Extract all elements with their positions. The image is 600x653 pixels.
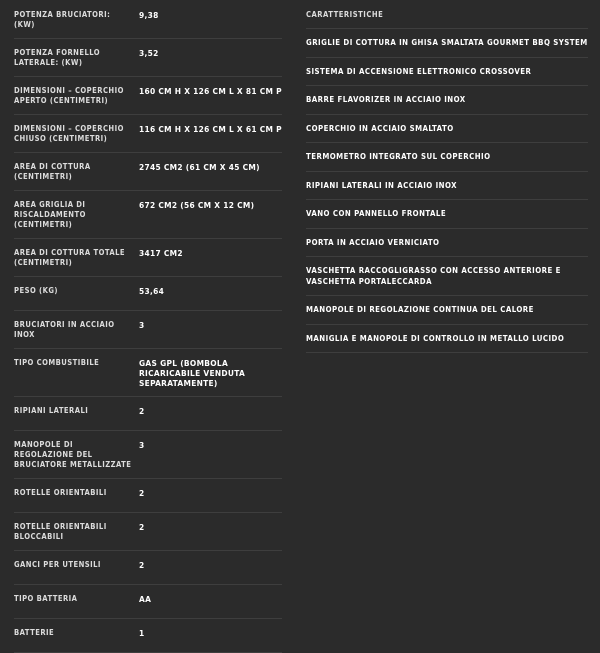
spec-row <box>14 6 282 39</box>
feature-item: MANOPOLE DI REGOLAZIONE CONTINUA DEL CALORE <box>306 296 588 325</box>
feature-item: GRIGLIE DI COTTURA IN GHISA SMALTATA GOURMET BBQ SYSTEM <box>306 29 588 58</box>
spec-row <box>14 77 282 115</box>
spec-value: 160 CM H X 126 CM L X 81 CM P <box>139 86 282 96</box>
feature-item: MANIGLIA E MANOPOLE DI CONTROLLO IN METALLO LUCIDO <box>306 325 588 354</box>
spec-label: AREA GRIGLIA DI RISCALDAMENTO (CENTIMETRI) <box>14 200 86 229</box>
spec-label: AREA DI COTTURA (CENTIMETRI) <box>14 162 91 181</box>
spec-row <box>14 431 282 479</box>
spec-row <box>14 479 282 513</box>
spec-row <box>14 513 282 551</box>
spec-row <box>14 191 282 239</box>
spec-row <box>14 551 282 585</box>
spec-label: POTENZA BRUCIATORI: (KW) <box>14 10 111 29</box>
spec-row <box>14 397 282 431</box>
spec-label: ROTELLE ORIENTABILI <box>14 488 107 497</box>
spec-row <box>14 349 282 397</box>
spec-label: ROTELLE ORIENTABILI BLOCCABILI <box>14 522 107 541</box>
spec-value: 2 <box>139 488 145 498</box>
feature-item: BARRE FLAVORIZER IN ACCIAIO INOX <box>306 86 588 115</box>
spec-value: 2 <box>139 406 145 416</box>
spec-value: 1 <box>139 628 145 638</box>
spec-value: 2 <box>139 522 145 532</box>
spec-value: 116 CM H X 126 CM L X 61 CM P <box>139 124 282 134</box>
spec-value: 9,38 <box>139 10 159 20</box>
spec-label: MANOPOLE DI REGOLAZIONE DEL BRUCIATORE METALLIZZATE <box>14 440 132 469</box>
spec-value: 3 <box>139 440 145 450</box>
spec-label: DIMENSIONI – COPERCHIO CHIUSO (CENTIMETRI) <box>14 124 124 143</box>
feature-item: SISTEMA DI ACCENSIONE ELETTRONICO CROSSOVER <box>306 58 588 87</box>
spec-value: 2745 CM2 (61 CM X 45 CM) <box>139 162 260 172</box>
spec-value: 2 <box>139 560 145 570</box>
features-list <box>306 29 588 353</box>
spec-row <box>14 153 282 191</box>
spec-value: GAS GPL (BOMBOLA RICARICABILE VENDUTA SEPARATAMENTE) <box>139 358 246 388</box>
feature-item: VASCHETTA RACCOGLIGRASSO CON ACCESSO ANTERIORE E VASCHETTA PORTALECCARDA <box>306 257 588 296</box>
feature-item: VANO CON PANNELLO FRONTALE <box>306 200 588 229</box>
spec-label: TIPO BATTERIA <box>14 594 78 603</box>
spec-row <box>14 619 282 653</box>
feature-item: COPERCHIO IN ACCIAIO SMALTATO <box>306 115 588 144</box>
spec-label: POTENZA FORNELLO LATERALE: (KW) <box>14 48 101 67</box>
spec-row <box>14 277 282 311</box>
spec-row <box>14 311 282 349</box>
spec-label: BRUCIATORI IN ACCIAIO INOX <box>14 320 115 339</box>
spec-value: 3 <box>139 320 145 330</box>
spec-row <box>14 115 282 153</box>
spec-value: 53,64 <box>139 286 165 296</box>
spec-label: RIPIANI LATERALI <box>14 406 89 415</box>
spec-label: DIMENSIONI – COPERCHIO APERTO (CENTIMETRI) <box>14 86 124 105</box>
spec-label: GANCI PER UTENSILI <box>14 560 101 569</box>
spec-value: AA <box>139 594 152 604</box>
spec-row <box>14 585 282 619</box>
spec-row <box>14 39 282 77</box>
specifications-table <box>14 6 282 653</box>
features-title: CARATTERISTICHE <box>306 6 588 29</box>
spec-label: PESO (KG) <box>14 286 58 295</box>
specifications-column <box>0 6 292 638</box>
spec-row <box>14 239 282 277</box>
features-column <box>292 6 600 631</box>
spec-label: BATTERIE <box>14 628 55 637</box>
feature-item: TERMOMETRO INTEGRATO SUL COPERCHIO <box>306 143 588 172</box>
spec-value: 672 CM2 (56 CM X 12 CM) <box>139 200 255 210</box>
spec-value: 3417 CM2 <box>139 248 183 258</box>
spec-label: AREA DI COTTURA TOTALE (CENTIMETRI) <box>14 248 126 267</box>
feature-item: PORTA IN ACCIAIO VERNICIATO <box>306 229 588 258</box>
feature-item: RIPIANI LATERALI IN ACCIAIO INOX <box>306 172 588 201</box>
spec-label: TIPO COMBUSTIBILE <box>14 358 100 367</box>
spec-value: 3,52 <box>139 48 159 58</box>
